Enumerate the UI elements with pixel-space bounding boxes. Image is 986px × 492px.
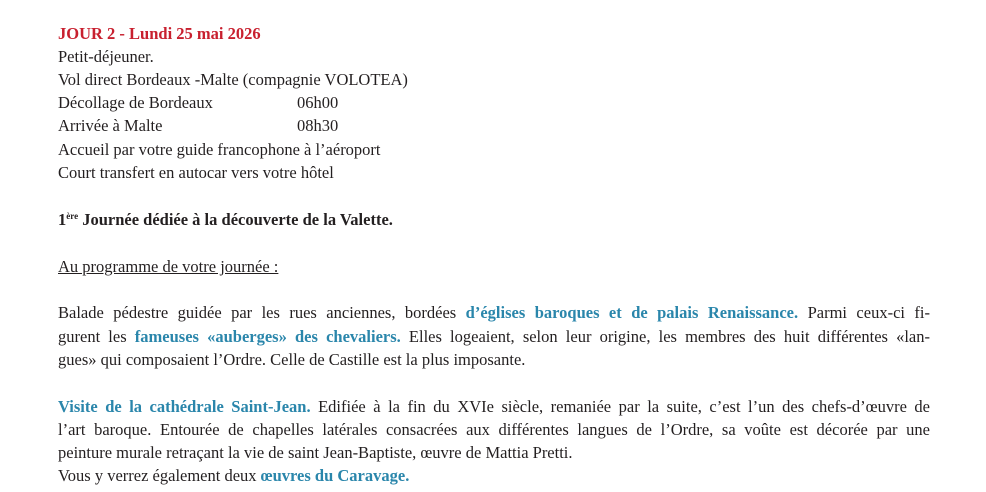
highlight-baroque: d’églises baroques et de palais Renaissance. <box>465 303 799 322</box>
schedule-row <box>58 93 458 113</box>
flight-line: Vol direct Bordeaux -Malte (compagnie VOLOTEA) <box>58 70 408 89</box>
heading-superscript: ère <box>66 211 79 221</box>
transfer-line: Court transfert en autocar vers votre hôtel <box>58 163 334 182</box>
programme-label: Au programme de votre journée : <box>58 257 279 276</box>
text-run: Edifiée à la fin du XVIe siècle, remaniée par la suite, c’est l’un des chefs-d’œuvre de <box>310 397 930 416</box>
para2-line2: l’art baroque. Entourée de chapelles latérales consacrées aux différentes langues de l’Ordre, sa voûte est décorée par une <box>58 420 930 439</box>
highlight-auberges: fameuses «auberges» des chevaliers. <box>134 327 401 346</box>
highlight-caravage: œuvres du Caravage. <box>260 466 410 485</box>
para2-line3: peinture murale retraçant la vie de saint Jean-Baptiste, œuvre de Mattia Pretti. <box>58 443 573 462</box>
schedule-time: 08h30 <box>297 116 339 135</box>
schedule-row <box>58 116 458 136</box>
text-run: Balade pédestre guidée par les rues anciennes, bordées <box>58 303 466 322</box>
day-title: JOUR 2 - Lundi 25 mai 2026 <box>58 24 261 43</box>
para1-line1 <box>58 303 930 323</box>
schedule-time: 06h00 <box>297 93 339 112</box>
welcome-line: Accueil par votre guide francophone à l’aéroport <box>58 140 381 159</box>
breakfast-line: Petit-déjeuner. <box>58 47 154 66</box>
text-run: gurent les <box>58 327 135 346</box>
heading-text: Journée dédiée à la découverte de la Valette. <box>78 210 393 229</box>
section-heading <box>58 210 393 230</box>
highlight-cathedral: Visite de la cathédrale Saint-Jean. <box>58 397 311 416</box>
schedule-label: Décollage de Bordeaux <box>58 93 213 112</box>
text-run: Elles logeaient, selon leur origine, les membres des huit différentes «lan- <box>400 327 930 346</box>
text-run: Vous y verrez également deux <box>58 466 261 485</box>
text-run: Parmi ceux-ci fi- <box>798 303 930 322</box>
schedule-label: Arrivée à Malte <box>58 116 163 135</box>
para2-line1 <box>58 397 930 417</box>
para1-line2 <box>58 327 930 347</box>
para1-line3: gues» qui composaient l’Ordre. Celle de Castille est la plus imposante. <box>58 350 526 369</box>
para2-line4 <box>58 466 409 486</box>
heading-number: 1 <box>58 210 67 229</box>
